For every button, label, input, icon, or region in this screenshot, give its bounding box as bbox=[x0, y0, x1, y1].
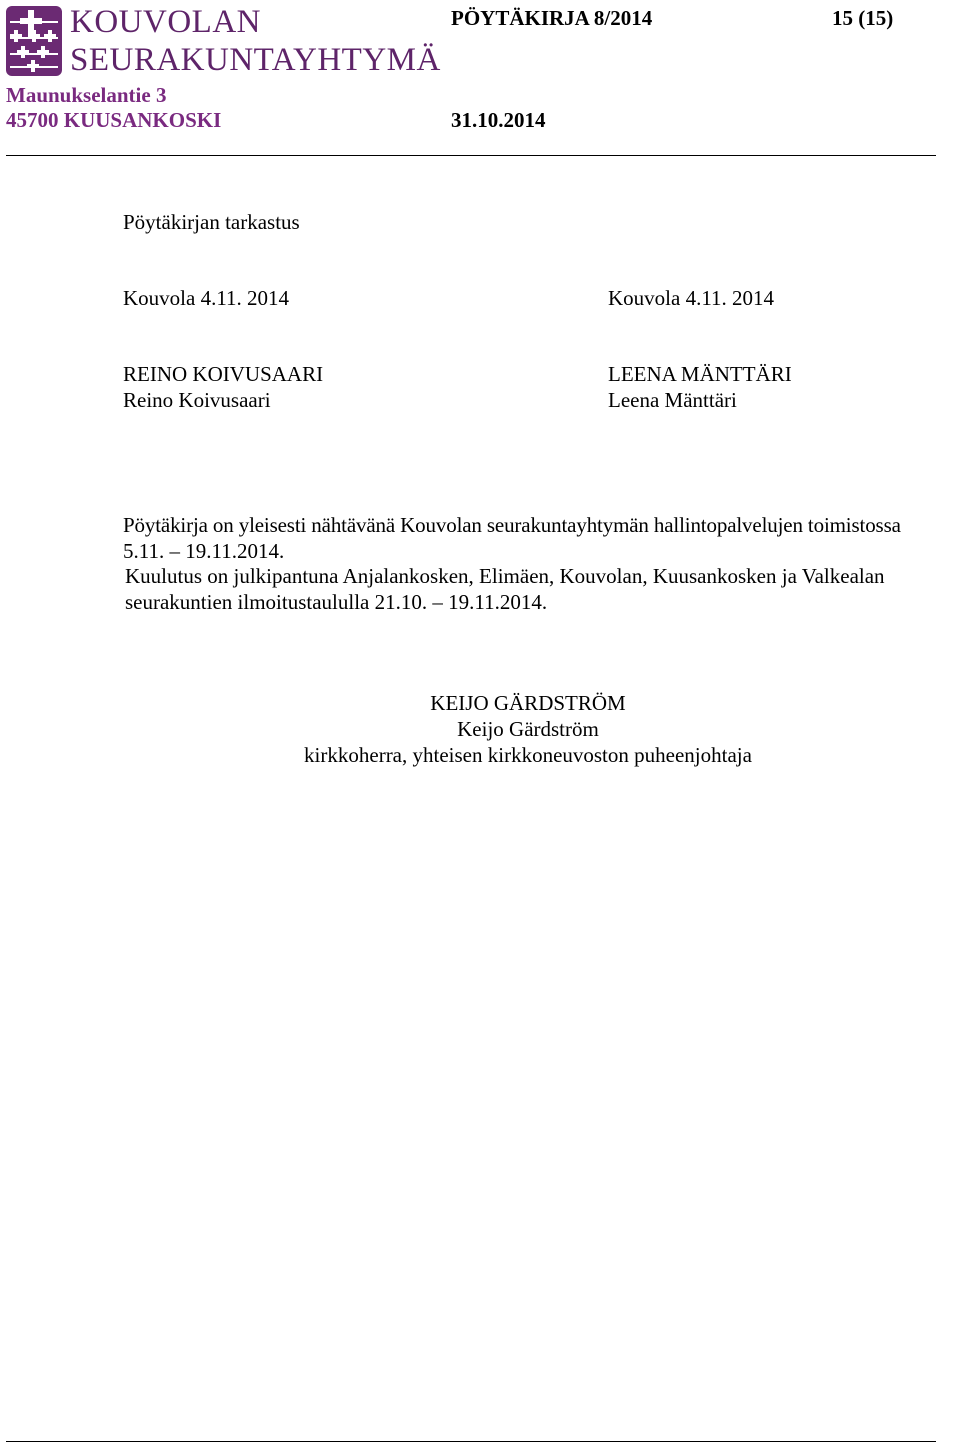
signer-right-name-caps: LEENA MÄNTTÄRI bbox=[608, 362, 792, 386]
header-divider bbox=[6, 155, 936, 156]
logo-wordmark-line1: KOUVOLAN bbox=[70, 4, 261, 40]
notice-line-2: 5.11. – 19.11.2014. bbox=[123, 539, 285, 563]
document-date: 31.10.2014 bbox=[451, 108, 546, 132]
section-heading: Pöytäkirjan tarkastus bbox=[123, 210, 300, 234]
signer-right-name: Leena Mänttäri bbox=[608, 388, 737, 412]
announcement-line-1: Kuulutus on julkipantuna Anjalankosken, Elimäen, Kouvolan, Kuusankosken ja Valkealan bbox=[125, 564, 885, 588]
page-number: 15 (15) bbox=[832, 6, 894, 30]
notice-line-1: Pöytäkirja on yleisesti nähtävänä Kouvolan seurakuntayhtymän hallintopalvelujen toimistossa bbox=[123, 513, 901, 537]
signer-right-place-date: Kouvola 4.11. 2014 bbox=[608, 286, 775, 310]
cross-pattern-icon bbox=[6, 6, 62, 76]
signer-left-name: Reino Koivusaari bbox=[123, 388, 271, 412]
chair-name-caps: KEIJO GÄRDSTRÖM bbox=[430, 691, 626, 715]
signer-left-place-date: Kouvola 4.11. 2014 bbox=[123, 286, 290, 310]
announcement-line-2: seurakuntien ilmoitustaululla 21.10. – 19.11.2014. bbox=[125, 590, 548, 614]
signer-left-name-caps: REINO KOIVUSAARI bbox=[123, 362, 324, 386]
chair-title: kirkkoherra, yhteisen kirkkoneuvoston puheenjohtaja bbox=[304, 743, 752, 767]
address-city: 45700 KUUSANKOSKI bbox=[6, 108, 222, 132]
logo-wordmark-line2: SEURAKUNTAYHTYMÄ bbox=[70, 42, 441, 78]
document-title: PÖYTÄKIRJA 8/2014 bbox=[451, 6, 653, 30]
logo-emblem bbox=[6, 6, 62, 76]
chair-name: Keijo Gärdström bbox=[457, 717, 599, 741]
address-street: Maunukselantie 3 bbox=[6, 83, 167, 107]
footer-divider bbox=[6, 1441, 936, 1442]
